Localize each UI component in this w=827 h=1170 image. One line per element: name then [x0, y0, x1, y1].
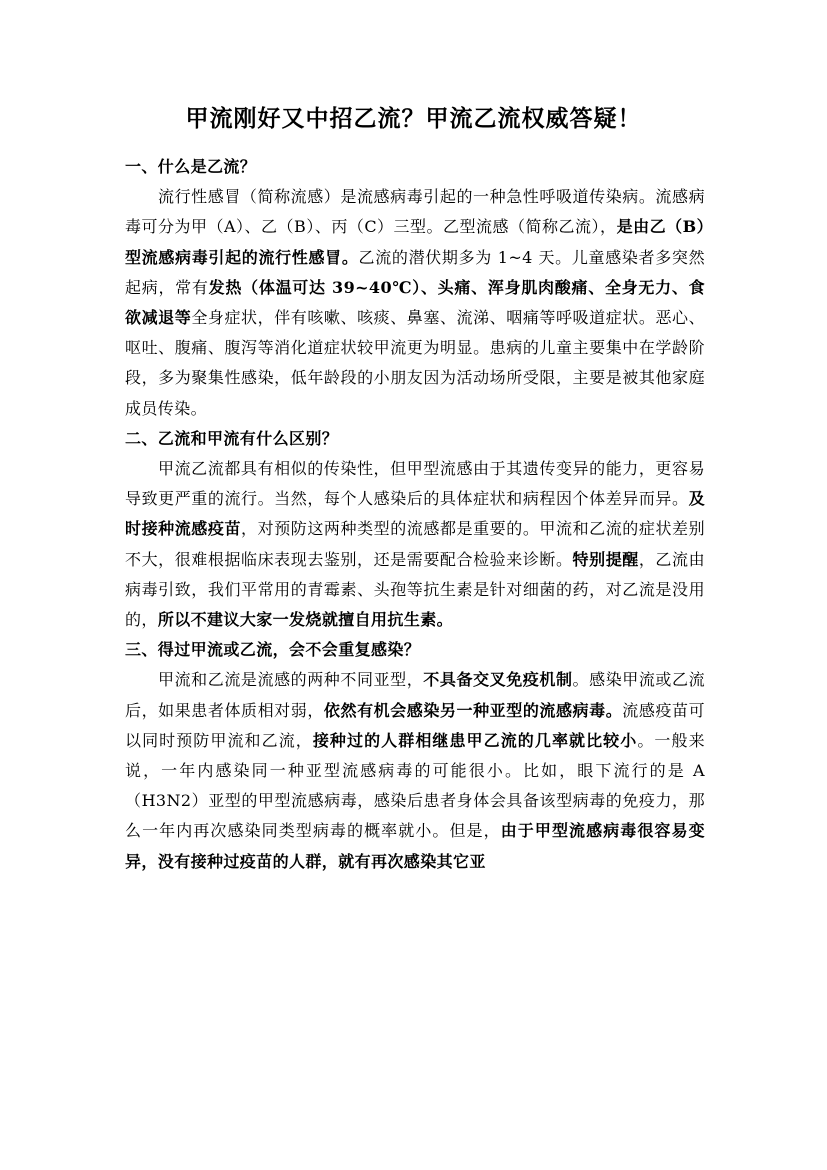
bold-text-run: 发热（体温可达 39~40℃）、头痛、浑身肌肉酸痛、全身无力、食欲减退等: [125, 277, 705, 328]
bold-text-run: 接种过的人群相继患甲乙流的几率就比较小: [312, 730, 638, 750]
text-run: 甲流乙流都具有相似的传染性，但甲型流感由于其遗传变异的能力，更容易导致更严重的流行。当然，每个人感染后的具体症状和病程因个体差异而异。: [125, 459, 705, 509]
text-run: 流感疫苗可以同时预防甲流和乙流，: [125, 700, 705, 750]
bold-text-run: 是由乙（B）型流感病毒引起的流行性感冒。: [125, 217, 705, 267]
section-paragraph-1: [125, 182, 705, 424]
text-run: 甲流和乙流是流感的两种不同亚型，: [158, 670, 424, 690]
bold-text-run: 特别提醒: [572, 549, 639, 569]
section-heading-1: 一、什么是乙流？: [125, 157, 257, 176]
document-body: [125, 152, 705, 877]
text-run: 乙流的潜伏期多为 1~4 天。儿童感染者多突然起病，常有: [125, 247, 705, 297]
bold-text-run: 依然有机会感染另一种亚型的流感病毒。: [323, 700, 623, 720]
text-run: 。感染甲流或乙流后，如果患者体质相对弱，: [125, 670, 705, 720]
text-run: 流行性感冒（简称流感）是流感病毒引起的一种急性呼吸道传染病。流感病毒可分为甲（A）、乙（B）、丙（C）三型。乙型流感（简称乙流），: [125, 187, 705, 237]
bold-text-run: 所以不建议大家一发烧就擅自用抗生素。: [157, 610, 454, 630]
text-run: ，对预防这两种类型的流感都是重要的。甲流和乙流的症状差别不大，很难根据临床表现去鉴别，还是需要配合检验来诊断。: [125, 519, 705, 569]
document-title: 甲流刚好又中招乙流？甲流乙流权威答疑！: [185, 106, 642, 132]
section-paragraph-2: [125, 454, 705, 635]
bold-text-run: 不具备交叉免疫机制: [423, 670, 573, 690]
section-paragraph-3: [125, 665, 705, 876]
bold-text-run: 及时接种流感疫苗: [125, 489, 705, 539]
text-run: 。一般来说，一年内感染同一种亚型流感病毒的可能很小。比如，眼下流行的是 A（H3N2）亚型的甲型流感病毒，感染后患者身体会具备该型病毒的免疫力，那么一年内再次感染同类型病毒的概率就小。但是，: [125, 730, 705, 841]
bold-text-run: 由于甲型流感病毒很容易变异，没有接种过疫苗的人群，就有再次感染其它亚: [125, 821, 705, 871]
text-run: 全身症状，伴有咳嗽、咳痰、鼻塞、流涕、咽痛等呼吸道症状。恶心、呕吐、腹痛、腹泻等消化道症状较甲流更为明显。患病的儿童主要集中在学龄阶段，多为聚集性感染，低年龄段的小朋友因为活动场所受限，主要是被其他家庭成员传染。: [125, 308, 705, 418]
section-heading-2: 二、乙流和甲流有什么区别？: [125, 428, 339, 448]
text-run: ，乙流由病毒引致，我们平常用的青霉素、头孢等抗生素是针对细菌的药，对乙流是没用的，: [125, 549, 705, 630]
section-heading-3: 三、得过甲流或乙流，会不会重复感染？: [125, 640, 421, 660]
